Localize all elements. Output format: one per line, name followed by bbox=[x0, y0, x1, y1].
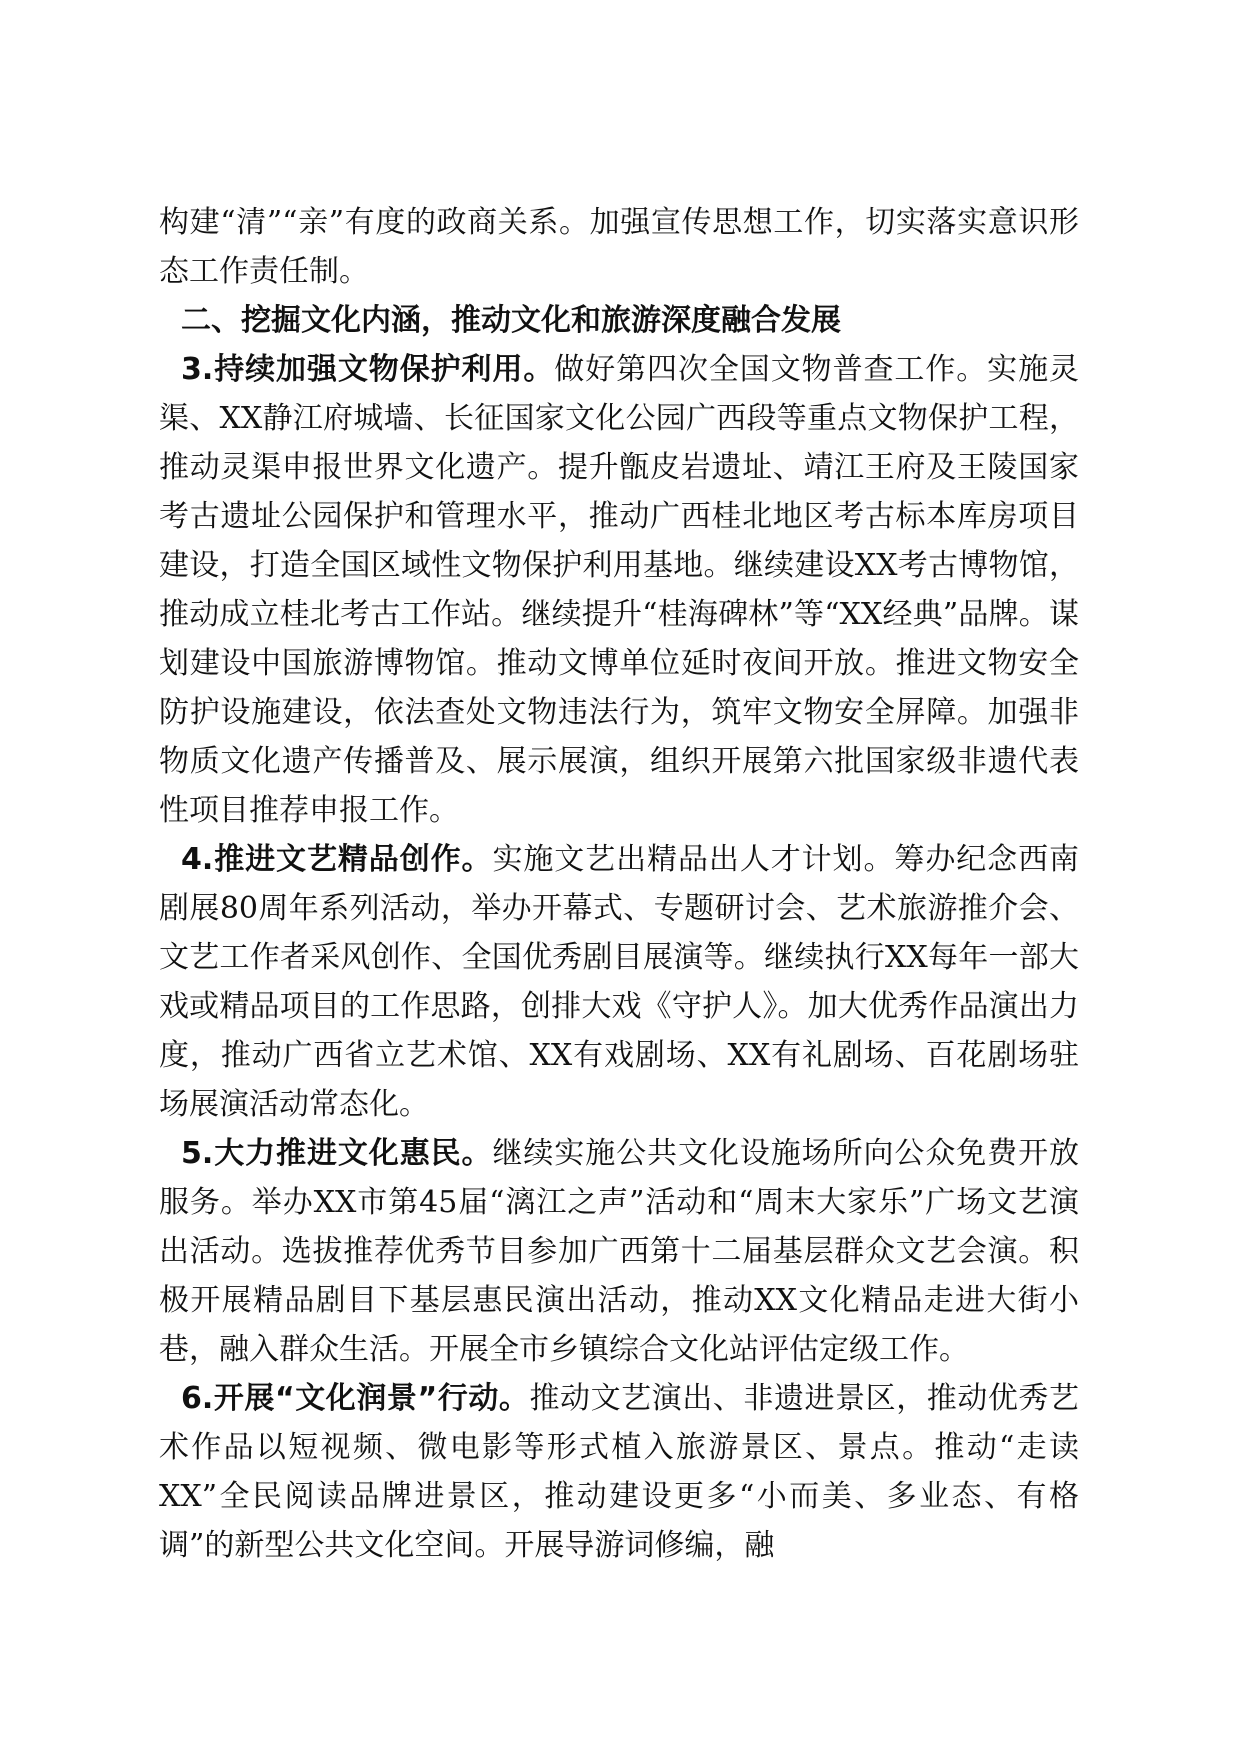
item-paragraph-4 bbox=[159, 835, 1079, 1129]
document-page bbox=[159, 198, 1079, 1570]
item-paragraph-6 bbox=[159, 1374, 1079, 1570]
intro-paragraph bbox=[159, 198, 1079, 296]
item-body-6: 推动文艺演出、非遗进景区，推动优秀艺术作品以短视频、微电影等形式植入旅游景区、景点。推动“走读XX”全民阅读品牌进景区，推动建设更多“小而美、多业态、有格调”的新型公共文化空间。开展导游词修编，融 bbox=[159, 1381, 1079, 1563]
item-lead-4: 4.推进文艺精品创作。 bbox=[181, 842, 493, 877]
item-paragraph-5 bbox=[159, 1129, 1079, 1374]
intro-text: 构建“清”“亲”有度的政商关系。加强宣传思想工作，切实落实意识形态工作责任制。 bbox=[159, 205, 1079, 289]
item-paragraph-3 bbox=[159, 345, 1079, 835]
item-body-3: 做好第四次全国文物普查工作。实施灵渠、XX静江府城墙、长征国家文化公园广西段等重点文物保护工程，推动灵渠申报世界文化遗产。提升甑皮岩遗址、靖江王府及王陵国家考古遗址公园保护和管理水平，推动广西桂北地区考古标本库房项目建设，打造全国区域性文物保护利用基地。继续建设XX考古博物馆，推动成立桂北考古工作站。继续提升“桂海碑林”等“XX经典”品牌。谋划建设中国旅游博物馆。推动文博单位延时夜间开放。推进文物安全防护设施建设，依法查处文物违法行为，筑牢文物安全屏障。加强非物质文化遗产传播普及、展示展演，组织开展第六批国家级非遗代表性项目推荐申报工作。 bbox=[159, 352, 1079, 828]
item-lead-5: 5.大力推进文化惠民。 bbox=[181, 1136, 493, 1171]
section-heading: 二、挖掘文化内涵，推动文化和旅游深度融合发展 bbox=[181, 303, 841, 338]
item-body-5: 继续实施公共文化设施场所向公众免费开放服务。举办XX市第45届“漓江之声”活动和“周末大家乐”广场文艺演出活动。选拔推荐优秀节目参加广西第十二届基层群众文艺会演。积极开展精品剧目下基层惠民演出活动，推动XX文化精品走进大街小巷，融入群众生活。开展全市乡镇综合文化站评估定级工作。 bbox=[159, 1136, 1080, 1367]
item-lead-6: 6.开展“文化润景”行动。 bbox=[181, 1381, 530, 1416]
item-body-4: 实施文艺出精品出人才计划。筹办纪念西南剧展80周年系列活动，举办开幕式、专题研讨会、艺术旅游推介会、文艺工作者采风创作、全国优秀剧目展演等。继续执行XX每年一部大戏或精品项目的工作思路，创排大戏《守护人》。加大优秀作品演出力度，推动广西省立艺术馆、XX有戏剧场、XX有礼剧场、百花剧场驻场展演活动常态化。 bbox=[159, 842, 1080, 1122]
item-lead-3: 3.持续加强文物保护利用。 bbox=[181, 352, 555, 387]
